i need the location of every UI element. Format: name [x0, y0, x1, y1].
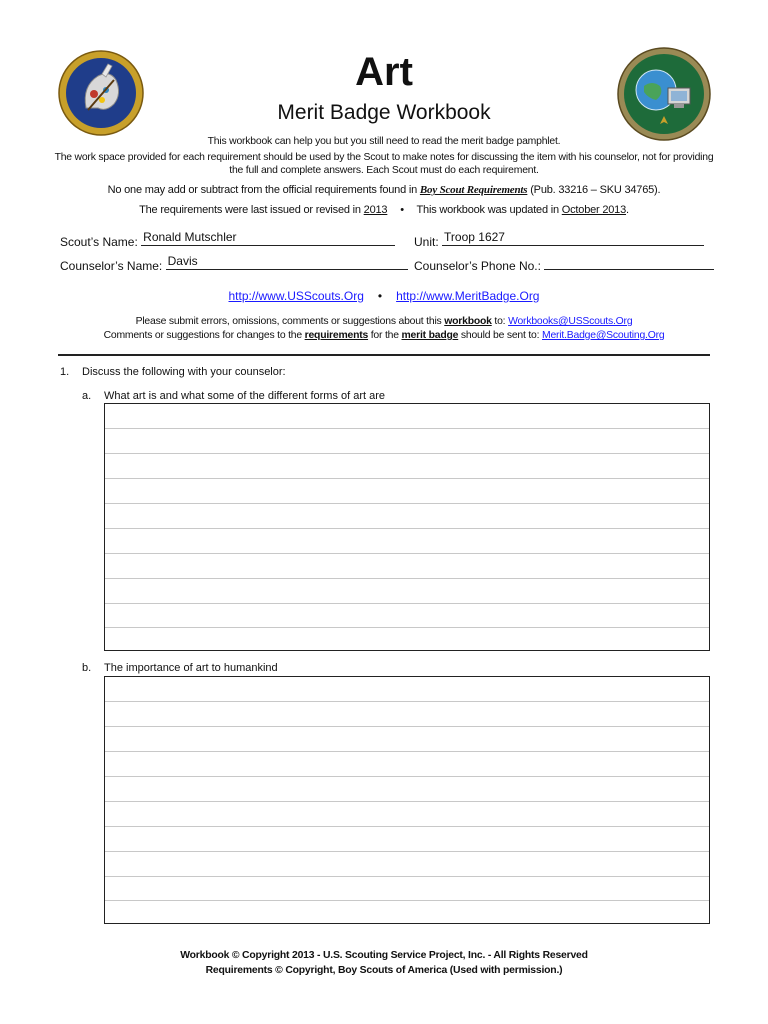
- scout-name-label: Scout’s Name:: [60, 235, 138, 249]
- counselor-name-field[interactable]: [166, 254, 408, 270]
- footer-requirements-copyright: Requirements © Copyright, Boy Scouts of America (Used with permission.): [205, 965, 563, 976]
- answer-line: [105, 553, 709, 554]
- meritbadge-link[interactable]: http://www.MeritBadge.Org: [396, 289, 540, 303]
- answer-line: [105, 801, 709, 802]
- unit-value: Troop 1627: [444, 230, 505, 244]
- workbooks-email-link[interactable]: Workbooks@USScouts.Org: [508, 316, 633, 327]
- submit1-workbook: workbook: [444, 316, 492, 327]
- answer-box-1a[interactable]: [104, 403, 710, 651]
- requirement-1a-letter: a.: [82, 390, 92, 402]
- answer-line: [105, 876, 709, 877]
- answer-box-1b[interactable]: [104, 676, 710, 924]
- answer-line: [105, 701, 709, 702]
- requirement-1-text: Discuss the following with your counselor:: [82, 366, 286, 378]
- unit-row: [414, 230, 704, 249]
- links-separator: •: [377, 289, 383, 303]
- unit-field[interactable]: [442, 230, 704, 246]
- merit-badge-email-link[interactable]: Merit.Badge@Scouting.Org: [542, 330, 665, 341]
- answer-line: [105, 751, 709, 752]
- submit2-mid: for the: [368, 330, 402, 341]
- unit-label: Unit:: [414, 235, 439, 249]
- intro-pamphlet-note: This workbook can help you but you still need to read the merit badge pamphlet.: [207, 136, 561, 147]
- counselor-phone-label: Counselor’s Phone No.:: [414, 259, 541, 273]
- answer-line: [105, 627, 709, 628]
- answer-line: [105, 776, 709, 777]
- submit1-pre: Please submit errors, omissions, comments or suggestions about this: [135, 316, 445, 327]
- page-subtitle: Merit Badge Workbook: [277, 101, 491, 124]
- submit2-merit-badge: merit badge: [401, 330, 459, 341]
- intro-official-requirements-note: [50, 184, 718, 197]
- submit2-pre: Comments or suggestions for changes to the: [103, 330, 305, 341]
- counselor-name-label: Counselor’s Name:: [60, 259, 163, 273]
- requirement-1b-text: The importance of art to humankind: [104, 662, 278, 674]
- answer-line: [105, 851, 709, 852]
- submit2-requirements: requirements: [304, 330, 369, 341]
- website-links: [0, 289, 768, 303]
- scout-name-field[interactable]: [141, 230, 395, 246]
- intro-revision-note: [50, 204, 718, 217]
- requirement-1a-text: What art is and what some of the different forms of art are: [104, 390, 386, 402]
- scout-name-row: [60, 230, 395, 249]
- counselor-phone-row: [414, 257, 714, 273]
- updated-date: October 2013: [561, 204, 627, 216]
- intro-work-space-note: The work space provided for each requirement should be used by the Scout to make notes for discussing the item with his counselor, not for providing the full and complete answers. Each Scout must do each requirement.: [54, 152, 714, 176]
- answer-line: [105, 453, 709, 454]
- answer-line: [105, 428, 709, 429]
- answer-line: [105, 478, 709, 479]
- revision-pre: The requirements were last issued or revised in: [139, 204, 364, 216]
- answer-line: [105, 528, 709, 529]
- revision-separator: •: [400, 204, 404, 216]
- intro-official-post: (Pub. 33216 – SKU 34765).: [527, 184, 661, 196]
- boy-scout-requirements-title: Boy Scout Requirements: [419, 184, 528, 196]
- requirement-1b-letter: b.: [82, 662, 92, 674]
- counselor-phone-field[interactable]: [544, 257, 714, 270]
- counselor-name-value: Davis: [167, 254, 198, 268]
- answer-line: [105, 900, 709, 901]
- answer-line: [105, 726, 709, 727]
- submit2-post: should be sent to:: [458, 330, 543, 341]
- answer-line: [105, 578, 709, 579]
- header-divider: [58, 354, 710, 356]
- submit-requirements-note: [40, 329, 728, 342]
- requirement-1-number: 1.: [60, 366, 70, 378]
- counselor-name-row: [60, 254, 408, 273]
- scout-name-value: Ronald Mutschler: [143, 230, 237, 244]
- answer-line: [105, 826, 709, 827]
- page-title: Art: [355, 50, 413, 94]
- footer-workbook-copyright: Workbook © Copyright 2013 - U.S. Scouting Service Project, Inc. - All Rights Reserved: [180, 950, 588, 961]
- submit1-mid: to:: [491, 316, 509, 327]
- intro-official-pre: No one may add or subtract from the official requirements found in: [107, 184, 420, 196]
- answer-line: [105, 503, 709, 504]
- revision-year: 2013: [363, 204, 388, 216]
- updated-pre: This workbook was updated in: [416, 204, 562, 216]
- answer-line: [105, 603, 709, 604]
- usscouts-link[interactable]: http://www.USScouts.Org: [228, 289, 364, 303]
- updated-end: .: [626, 204, 629, 216]
- submit-errors-note: [40, 315, 728, 328]
